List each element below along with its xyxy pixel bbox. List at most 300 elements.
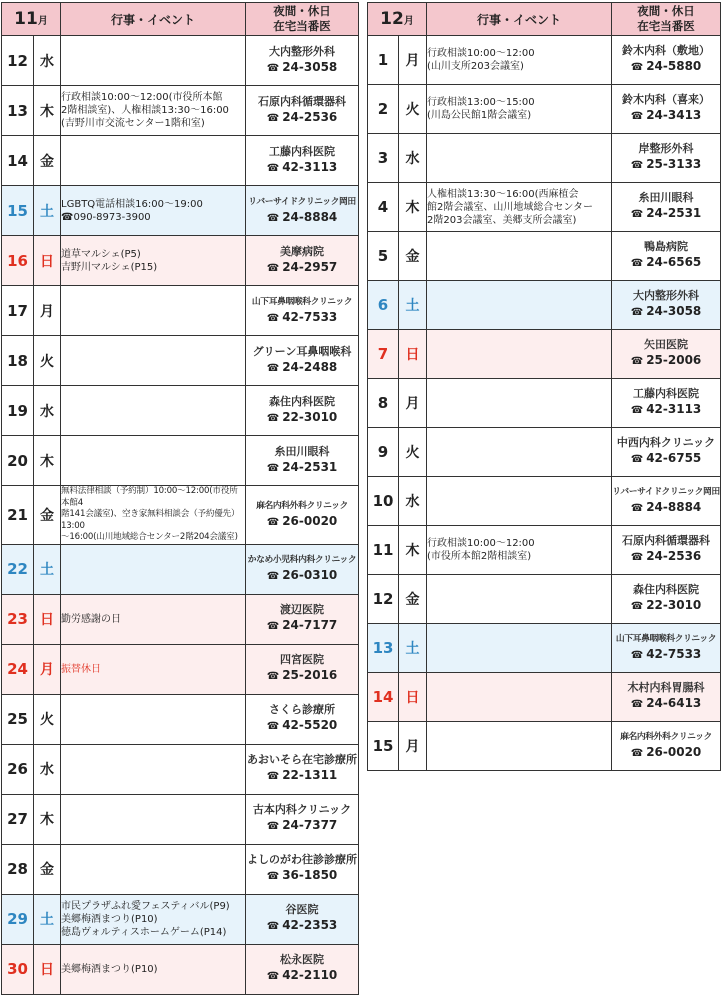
- day-number: 20: [2, 436, 34, 486]
- weekday-label: 金: [34, 136, 61, 186]
- clinic-name: 糸田川眼科: [274, 444, 330, 458]
- weekday-label: 金: [399, 232, 427, 281]
- clinic-name: 谷医院: [285, 903, 319, 916]
- weekday-label: 金: [34, 486, 61, 545]
- clinic-name: 森住内科医院: [633, 583, 700, 596]
- events-column-header: 行事・イベント: [61, 3, 246, 36]
- day-number: 3: [368, 134, 399, 183]
- weekday-label: 日: [34, 236, 61, 286]
- calendar-day-row: [368, 526, 721, 575]
- day-number: 7: [368, 330, 399, 379]
- clinic-phone: [612, 156, 720, 174]
- duty-doctor-cell: [246, 336, 359, 386]
- events-cell: [61, 86, 246, 136]
- events-cell: [61, 236, 246, 286]
- calendar-day-row: [2, 86, 359, 136]
- phone-icon: ☎: [266, 462, 280, 474]
- day-number: 21: [2, 486, 34, 545]
- duty-doctor-cell: [246, 894, 359, 944]
- day-number: 4: [368, 183, 399, 232]
- events-cell: [427, 722, 612, 771]
- phone-number: 24-2957: [282, 259, 338, 274]
- day-number: 28: [2, 844, 34, 894]
- month-suffix: 月: [37, 16, 48, 27]
- duty-doctor-cell: [246, 794, 359, 844]
- clinic-name: リバーサイドクリニック岡田: [612, 487, 720, 497]
- weekday-label: 日: [399, 673, 427, 722]
- day-number: 27: [2, 794, 34, 844]
- event-line: 市民プラザふれ愛フェスティバル(P9): [61, 900, 230, 912]
- phone-number: 24-8884: [282, 209, 338, 224]
- weekday-label: 水: [34, 744, 61, 794]
- weekday-label: 土: [34, 186, 61, 236]
- phone-number: 22-3010: [646, 598, 702, 612]
- duty-doctor-cell: [612, 36, 721, 85]
- event-line: 行政相談10:00～12:00: [427, 48, 535, 59]
- weekday-label: 土: [34, 894, 61, 944]
- weekday-label: 火: [399, 85, 427, 134]
- calendar-day-row: [368, 428, 721, 477]
- day-number: 15: [368, 722, 399, 771]
- clinic-name: 四宮医院: [280, 653, 325, 666]
- day-number: 14: [368, 673, 399, 722]
- clinic-name: 糸田川眼科: [638, 191, 694, 204]
- weekday-label: 火: [34, 336, 61, 386]
- phone-number: 24-2536: [646, 549, 702, 563]
- weekday-label: 火: [399, 428, 427, 477]
- clinic-phone: [246, 409, 358, 427]
- phone-number: 24-3058: [646, 304, 702, 318]
- phone-icon: ☎: [266, 971, 280, 982]
- day-number: 23: [2, 594, 34, 644]
- calendar-day-row: [368, 85, 721, 134]
- month-number: 12: [380, 9, 404, 29]
- phone-number: 24-7377: [282, 818, 338, 832]
- event-line: (川島公民館1階会議室): [427, 110, 532, 121]
- clinic-name: 工藤内科医院: [269, 144, 336, 158]
- day-number: 19: [2, 386, 34, 436]
- clinic-phone: [246, 159, 358, 177]
- day-number: 2: [368, 85, 399, 134]
- event-line: ☎090-8973-3900: [61, 211, 151, 223]
- phone-icon: ☎: [630, 503, 644, 514]
- duty-doctor-cell: [246, 844, 359, 894]
- clinic-phone: [246, 617, 358, 635]
- phone-icon: ☎: [266, 721, 280, 732]
- event-line: 行政相談13:00～15:00: [427, 97, 535, 108]
- clinic-phone: [246, 917, 358, 935]
- month-number: 11: [14, 9, 38, 29]
- calendar-day-row: [368, 330, 721, 379]
- doctor-header-line2: 在宅当番医: [273, 19, 331, 33]
- calendar-day-row: [2, 794, 359, 844]
- event-line: LGBTQ電話相談16:00～19:00: [61, 198, 203, 210]
- events-cell: [61, 894, 246, 944]
- clinic-phone: [246, 513, 358, 531]
- phone-icon: ☎: [630, 258, 644, 269]
- clinic-phone: [612, 499, 720, 517]
- phone-number: 26-0020: [646, 745, 702, 759]
- phone-number: 22-3010: [282, 409, 338, 424]
- day-number: 15: [2, 186, 34, 236]
- phone-number: 24-2488: [282, 359, 338, 374]
- clinic-phone: [246, 967, 358, 985]
- duty-doctor-cell: [246, 186, 359, 236]
- calendar-day-row: [368, 477, 721, 526]
- clinic-phone: [246, 309, 358, 327]
- calendar-day-row: [2, 236, 359, 286]
- events-cell: [427, 379, 612, 428]
- clinic-name: 鴨島病院: [644, 240, 689, 253]
- duty-doctor-cell: [612, 330, 721, 379]
- weekday-label: 水: [399, 134, 427, 183]
- november-calendar-table: [1, 2, 359, 995]
- weekday-label: 日: [399, 330, 427, 379]
- duty-doctor-cell: [246, 544, 359, 594]
- calendar-day-row: [2, 336, 359, 386]
- events-cell: [61, 644, 246, 694]
- events-cell: [61, 36, 246, 86]
- duty-doctor-cell: [612, 624, 721, 673]
- duty-doctor-cell: [246, 644, 359, 694]
- phone-number: 42-7533: [646, 647, 702, 661]
- calendar-day-row: [368, 281, 721, 330]
- clinic-name: リバーサイドクリニック岡田: [248, 196, 356, 207]
- day-number: 10: [368, 477, 399, 526]
- event-line: (市役所本館2階相談室): [427, 551, 532, 562]
- december-month-label: [368, 3, 427, 36]
- calendar-day-row: [2, 894, 359, 944]
- duty-doctor-cell: [612, 183, 721, 232]
- clinic-name: 森住内科医院: [269, 394, 336, 408]
- event-line: 2階相談室)、人権相談13:30～16:00: [61, 105, 229, 116]
- clinic-phone: [612, 352, 720, 370]
- calendar-day-row: [368, 183, 721, 232]
- phone-icon: ☎: [630, 552, 644, 563]
- day-number: 13: [2, 86, 34, 136]
- weekday-label: 月: [34, 644, 61, 694]
- calendar-day-row: [368, 379, 721, 428]
- clinic-phone: [246, 259, 358, 277]
- phone-icon: ☎: [630, 160, 644, 171]
- phone-number: 42-5520: [282, 718, 338, 732]
- day-number: 18: [2, 336, 34, 386]
- event-line: 美郷梅酒まつり(P10): [61, 963, 158, 975]
- calendar-day-row: [2, 744, 359, 794]
- duty-doctor-cell: [246, 436, 359, 486]
- phone-icon: ☎: [266, 112, 280, 124]
- weekday-label: 月: [399, 36, 427, 85]
- clinic-name: 矢田医院: [644, 338, 689, 351]
- weekday-label: 木: [34, 794, 61, 844]
- phone-icon: ☎: [266, 671, 280, 682]
- calendar-day-row: [2, 594, 359, 644]
- duty-doctor-cell: [246, 944, 359, 994]
- clinic-name: よしのがわ往診診療所: [247, 853, 358, 866]
- phone-icon: ☎: [630, 405, 644, 416]
- weekday-label: 日: [34, 944, 61, 994]
- calendar-day-row: [368, 575, 721, 624]
- duty-doctor-cell: [612, 232, 721, 281]
- events-cell: [427, 575, 612, 624]
- calendar-day-row: [2, 186, 359, 236]
- weekday-label: 金: [34, 844, 61, 894]
- clinic-phone: [246, 667, 358, 685]
- phone-number: 24-3413: [646, 108, 702, 122]
- day-number: 5: [368, 232, 399, 281]
- phone-number: 42-3113: [282, 159, 338, 174]
- weekday-label: 木: [399, 183, 427, 232]
- phone-icon: ☎: [266, 312, 280, 324]
- doctor-column-header: [612, 3, 721, 36]
- duty-doctor-cell: [246, 486, 359, 545]
- day-number: 29: [2, 894, 34, 944]
- clinic-name: 鈴木内科（喜来）: [622, 93, 711, 106]
- events-cell: [427, 36, 612, 85]
- event-line: 徳島ヴォルティスホームゲーム(P14): [61, 926, 227, 938]
- phone-icon: ☎: [630, 650, 644, 661]
- duty-doctor-cell: [246, 86, 359, 136]
- clinic-phone: [612, 695, 720, 713]
- weekday-label: 土: [34, 544, 61, 594]
- clinic-name: グリーン耳鼻咽喉科: [252, 344, 352, 358]
- event-line: 人権相談13:30～16:00(西麻植会: [427, 188, 579, 200]
- day-number: 1: [368, 36, 399, 85]
- doctor-header-line1: 夜間・休日: [273, 4, 331, 18]
- day-number: 13: [368, 624, 399, 673]
- clinic-phone: [612, 597, 720, 615]
- phone-number: 26-0310: [282, 568, 338, 582]
- day-number: 14: [2, 136, 34, 186]
- events-cell: [427, 673, 612, 722]
- day-number: 6: [368, 281, 399, 330]
- phone-icon: ☎: [266, 62, 280, 74]
- event-line: 振替休日: [61, 663, 102, 675]
- duty-doctor-cell: [612, 526, 721, 575]
- phone-number: 25-3133: [646, 157, 702, 171]
- phone-number: 42-2110: [282, 968, 338, 982]
- duty-doctor-cell: [246, 136, 359, 186]
- doctor-header-line2: 在宅当番医: [637, 19, 695, 33]
- day-number: 24: [2, 644, 34, 694]
- events-cell: [427, 330, 612, 379]
- clinic-phone: [612, 303, 720, 321]
- clinic-phone: [612, 107, 720, 125]
- clinic-name: 松永医院: [280, 953, 325, 966]
- events-cell: [61, 744, 246, 794]
- phone-icon: ☎: [266, 621, 280, 632]
- events-cell: [61, 544, 246, 594]
- clinic-phone: [612, 401, 720, 419]
- clinic-name: 山下耳鼻咽喉科クリニック: [615, 634, 717, 644]
- events-cell: [61, 844, 246, 894]
- clinic-phone: [612, 646, 720, 664]
- phone-icon: ☎: [630, 356, 644, 367]
- clinic-name: 鈴木内科（敷地）: [622, 44, 711, 57]
- phone-icon: ☎: [630, 601, 644, 612]
- duty-doctor-cell: [246, 594, 359, 644]
- calendar-day-row: [368, 36, 721, 85]
- calendar-day-row: [2, 486, 359, 545]
- weekday-label: 金: [399, 575, 427, 624]
- clinic-phone: [246, 59, 358, 77]
- phone-number: 24-3058: [282, 59, 338, 74]
- phone-number: 24-2531: [646, 206, 702, 220]
- calendar-day-row: [2, 436, 359, 486]
- weekday-label: 日: [34, 594, 61, 644]
- event-line: 館2階会議室、山川地域総合センター: [427, 201, 593, 213]
- duty-doctor-cell: [612, 722, 721, 771]
- clinic-name: 工藤内科医院: [633, 387, 700, 400]
- event-line: 美郷梅酒まつり(P10): [61, 913, 158, 925]
- events-cell: [427, 428, 612, 477]
- event-line: 無料法律相談（予約制）10:00～12:00(市役所本館4: [61, 486, 238, 508]
- duty-doctor-cell: [612, 673, 721, 722]
- december-calendar-table: [367, 2, 721, 771]
- phone-icon: ☎: [266, 162, 280, 174]
- phone-icon: ☎: [266, 262, 280, 274]
- events-cell: [61, 594, 246, 644]
- phone-number: 24-5880: [646, 59, 702, 73]
- clinic-name: 大内整形外科: [269, 44, 336, 58]
- events-cell: [61, 136, 246, 186]
- duty-doctor-cell: [612, 379, 721, 428]
- november-month-label: [2, 3, 61, 36]
- weekday-label: 木: [34, 436, 61, 486]
- clinic-name: 山下耳鼻咽喉科クリニック: [251, 296, 353, 307]
- calendar-day-row: [2, 286, 359, 336]
- clinic-phone: [612, 58, 720, 76]
- phone-icon: ☎: [266, 571, 280, 582]
- events-column-header: 行事・イベント: [427, 3, 612, 36]
- phone-icon: ☎: [630, 62, 644, 73]
- phone-icon: ☎: [266, 921, 280, 932]
- events-cell: [427, 134, 612, 183]
- phone-number: 24-2536: [282, 109, 338, 124]
- phone-icon: ☎: [630, 454, 644, 465]
- events-cell: [61, 436, 246, 486]
- phone-icon: ☎: [266, 871, 280, 882]
- calendar-day-row: [368, 673, 721, 722]
- phone-icon: ☎: [630, 111, 644, 122]
- calendar-day-row: [2, 694, 359, 744]
- clinic-name: あおいそら在宅診療所: [247, 753, 358, 766]
- clinic-phone: [246, 867, 358, 885]
- doctor-header-line1: 夜間・休日: [637, 4, 695, 18]
- clinic-name: 美摩病院: [280, 244, 325, 258]
- duty-doctor-cell: [246, 386, 359, 436]
- calendar-day-row: [2, 944, 359, 994]
- events-cell: [61, 336, 246, 386]
- events-cell: [427, 232, 612, 281]
- clinic-name: 岸整形外科: [638, 142, 694, 155]
- events-cell: [427, 281, 612, 330]
- events-cell: [427, 624, 612, 673]
- phone-icon: ☎: [266, 516, 280, 528]
- event-line: (吉野川市交流センター1階和室): [61, 118, 205, 129]
- event-line: 道草マルシェ(P5): [61, 248, 141, 260]
- calendar-day-row: [2, 136, 359, 186]
- weekday-label: 月: [399, 379, 427, 428]
- duty-doctor-cell: [612, 85, 721, 134]
- calendar-day-row: [2, 36, 359, 86]
- doctor-column-header: [246, 3, 359, 36]
- event-line: 階141会議室)、空き家無料相談会（予約優先）13:00: [61, 509, 240, 531]
- day-number: 26: [2, 744, 34, 794]
- weekday-label: 月: [399, 722, 427, 771]
- duty-doctor-cell: [246, 236, 359, 286]
- events-cell: [427, 85, 612, 134]
- phone-number: 22-1311: [282, 768, 338, 782]
- event-line: (山川支所203会議室): [427, 61, 524, 72]
- phone-number: 42-6755: [646, 451, 702, 465]
- weekday-label: 水: [34, 386, 61, 436]
- events-cell: [61, 944, 246, 994]
- calendar-day-row: [368, 232, 721, 281]
- events-cell: [427, 183, 612, 232]
- clinic-phone: [246, 459, 358, 477]
- duty-doctor-cell: [612, 477, 721, 526]
- calendar-day-row: [2, 544, 359, 594]
- phone-icon: ☎: [630, 209, 644, 220]
- day-number: 17: [2, 286, 34, 336]
- clinic-name: 麻名内科外科クリニック: [256, 500, 348, 511]
- clinic-name: 中西内科クリニック: [616, 436, 716, 449]
- clinic-phone: [612, 254, 720, 272]
- duty-doctor-cell: [246, 694, 359, 744]
- phone-number: 42-7533: [282, 309, 338, 324]
- duty-doctor-cell: [612, 134, 721, 183]
- events-cell: [61, 694, 246, 744]
- event-line: ～16:00(山川地域総合センター2階204会議室): [61, 532, 238, 542]
- duty-doctor-cell: [612, 281, 721, 330]
- phone-icon: ☎: [266, 212, 280, 224]
- clinic-phone: [246, 567, 358, 585]
- duty-doctor-cell: [246, 744, 359, 794]
- phone-number: 24-6413: [646, 696, 702, 710]
- phone-icon: ☎: [630, 307, 644, 318]
- day-number: 30: [2, 944, 34, 994]
- november-header-row: [2, 3, 359, 36]
- duty-doctor-cell: [612, 428, 721, 477]
- events-cell: [61, 186, 246, 236]
- phone-icon: ☎: [266, 362, 280, 374]
- clinic-phone: [246, 767, 358, 785]
- events-cell: [427, 477, 612, 526]
- phone-number: 24-7177: [282, 618, 338, 632]
- calendar-day-row: [2, 386, 359, 436]
- calendar-day-row: [2, 844, 359, 894]
- phone-icon: ☎: [266, 771, 280, 782]
- day-number: 8: [368, 379, 399, 428]
- calendar-day-row: [368, 722, 721, 771]
- day-number: 12: [368, 575, 399, 624]
- weekday-label: 水: [34, 36, 61, 86]
- clinic-phone: [612, 744, 720, 762]
- events-cell: [61, 794, 246, 844]
- december-header-row: [368, 3, 721, 36]
- clinic-name: 大内整形外科: [633, 289, 700, 302]
- weekday-label: 土: [399, 624, 427, 673]
- month-suffix: 月: [403, 16, 414, 27]
- weekday-label: 木: [399, 526, 427, 575]
- phone-number: 42-3113: [646, 402, 702, 416]
- clinic-name: 石原内科循環器科: [622, 534, 711, 547]
- events-cell: [61, 286, 246, 336]
- phone-number: 24-2531: [282, 459, 338, 474]
- clinic-phone: [246, 109, 358, 127]
- event-line: 行政相談10:00～12:00(市役所本館: [61, 92, 223, 103]
